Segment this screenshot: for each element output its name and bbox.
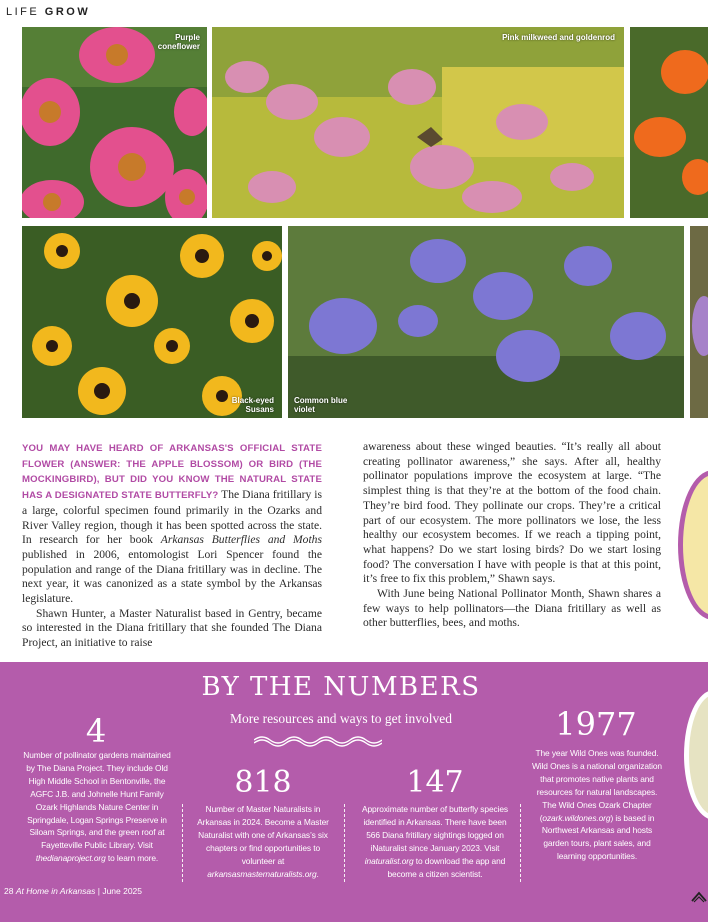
article-paragraph: awareness about these winged beauties. “It’s really all about creating pollinator awareness,” she says. After all, healthy pollinator populations improve the ecosystem at large. “The simplest thing is that they’re at the bottom of the food chain. They’re bird food. They pollinate our crops. They’re a critical part of our ecosystem. The more pollinators we lose, the less healthy our ecosystem becomes. If we reach a tipping point, what happens? Do we start losing birds? Do we start losing food? The conversation I have with people is that at this point, it’s free to fix this problem,” Shawn says. (363, 440, 661, 586)
article-column-left: YOU MAY HAVE HEARD OF ARKANSAS'S OFFICIAL STATE FLOWER (ANSWER: THE APPLE BLOSSOM) OR BIRD (THE MOCKINGBIRD), BUT DID YOU KNOW THE NATURAL STATE HAS A DESIGNATED STATE BUTTERFLY? The Diana fritillary is a large, colorful specimen found primarily in the Ozarks and River Valley region, though it has been spotted across the state. In research for her book Arkansas Butterflies and Moths published in 2006, entomologist Lori Spencer found the population and range of the Diana fritillary was in decline. The next year, it was canonized as a state symbol by the Arkansas legislature. Shawn Hunter, a Master Naturalist based in Gentry, became so interested in the Diana fritillary that she founded The Diana Project, an initiative to raise (22, 443, 322, 650)
column-divider (520, 804, 521, 882)
by-the-numbers-subtitle: More resources and ways to get involved (230, 711, 452, 726)
common-blue-violet-caption: Common blue violet (294, 396, 348, 415)
stat-value: 4 (85, 712, 107, 750)
stat-description: The year Wild Ones was founded. Wild Ones is a national organization that promotes native plants and resources for natural landscapes. The Wild Ones Ozark Chapter (ozark.wildones.org) is based in Northwest Arkansas and hosts garden tours, plant sales, and learning opportunities. (531, 748, 662, 862)
stat-description: Approximate number of butterfly species identified in Arkansas. There have been 566 Diana fritillary sightings logged on iNaturalist since January 2023. Visit inaturalist.org to download the app and become a citizen scientist. (362, 804, 508, 879)
milkweed-caption: Pink milkweed and goldenrod (502, 33, 615, 42)
black-eyed-susans-photo (22, 226, 282, 418)
stat-description: Number of Master Naturalists in Arkansas in 2024. Become a Master Naturalist with one of Arkansas’s six chapters or find opportunities to volunteer at arkansasmasternaturalists.org. (197, 804, 329, 879)
wave-divider-icon (254, 733, 382, 747)
link[interactable]: arkansasmasternaturalists.org (207, 868, 317, 879)
coneflower-caption: Purple coneflower (157, 33, 200, 52)
circular-photo-frame (678, 470, 708, 620)
section-label: LIFE GROW (6, 6, 91, 18)
link[interactable]: ozark.wildones.org (542, 812, 611, 823)
black-eyed-susans-caption: Black-eyed Susans (231, 396, 274, 415)
chevron-up-icon[interactable] (690, 889, 708, 903)
link[interactable]: inaturalist.org (364, 855, 414, 866)
column-divider (182, 804, 183, 882)
stat-value: 1977 (555, 705, 637, 743)
column-divider (344, 804, 345, 882)
article-paragraph: With June being National Pollinator Month, Shawn shares a few ways to help pollinators—the Diana fritillary as well as other butterflies, bees, and moths. (363, 587, 661, 630)
article-paragraph: Shawn Hunter, a Master Naturalist based in Gentry, became so interested in the Diana fritillary that she founded The Diana Project, an initiative to raise (22, 606, 322, 650)
stat-value: 818 (234, 765, 292, 800)
by-the-numbers-title: BY THE NUMBERS (201, 672, 481, 702)
violet-edge-photo (690, 226, 708, 418)
stat-description: Number of pollinator gardens maintained by The Diana Project. They include Old High Middle School in Bentonville, the AGFC J.B. and Johnelle Hunt Family Ozark Highlands Nature Center in Springdale, Logan Springs Preserve in Siloam Springs, and the green roof at Fayetteville Public Library. Visit thedianaproject.org to learn more. (23, 750, 171, 864)
link[interactable]: thedianaproject.org (35, 853, 106, 864)
article-lead: YOU MAY HAVE HEARD OF ARKANSAS'S OFFICIAL STATE FLOWER (ANSWER: THE APPLE BLOSSOM) OR BIRD (THE MOCKINGBIRD), BUT DID YOU KNOW THE NATURAL STATE HAS A DESIGNATED STATE BUTTERFLY? (22, 443, 322, 502)
common-blue-violet-photo (288, 226, 684, 418)
coneflower-photo (22, 27, 207, 218)
stat-value: 147 (406, 765, 464, 800)
page-footer: 28 At Home in Arkansas | June 2025 (4, 886, 143, 896)
milkweed-photo (212, 27, 624, 218)
article-column-right (363, 440, 661, 631)
butterfly-weed-photo (630, 27, 708, 218)
